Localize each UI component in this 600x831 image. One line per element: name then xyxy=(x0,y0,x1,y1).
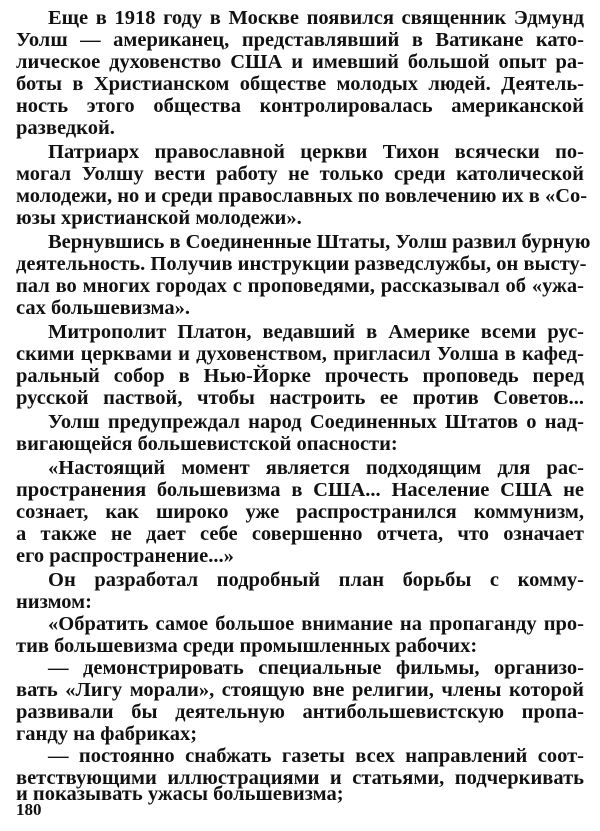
page-number: 180 xyxy=(16,800,42,819)
text-line: скими церквами и духовенством, пригласил Уолша в кафед- xyxy=(16,343,584,365)
text-line: ность этого общества контролировалась американской xyxy=(16,95,584,117)
text-line: Патриарх православной церкви Тихон всячески по- xyxy=(48,141,584,163)
text-line: пал во многих городах с проповедями, рассказывал об «ужа- xyxy=(16,275,584,297)
text-line: сознает, как широко уже распространился коммунизм, xyxy=(16,501,584,523)
text-line: Уолш предупреждал народ Соединенных Штатов о над- xyxy=(48,411,584,433)
text-line: русской паствой, чтобы настроить ее против Советов... xyxy=(16,387,584,409)
text-line: Митрополит Платон, ведавший в Америке всеми рус- xyxy=(48,321,584,343)
text-line: могал Уолшу вести работу не только среди католической xyxy=(16,163,584,185)
text-line: его распространение...» xyxy=(16,545,234,567)
text-line: — демонстрировать специальные фильмы, организо- xyxy=(48,657,584,679)
text-line: деятельность. Получив инструкции разведслужбы, он высту- xyxy=(16,253,587,275)
text-line: «Настоящий момент является подходящим для рас- xyxy=(48,457,584,479)
text-line: Вернувшись в Соединенные Штаты, Уолш развил бурную xyxy=(48,231,591,253)
text-line: Еще в 1918 году в Москве появился священник Эдмунд xyxy=(48,7,584,29)
text-line: боты в Христианском обществе молодых людей. Деятель- xyxy=(16,73,584,95)
text-line: Уолш — американец, представлявший в Ватикане като- xyxy=(16,29,584,51)
text-line: вигающейся большевистской опасности: xyxy=(16,433,398,455)
text-line: — постоянно снабжать газеты всех направлений соот- xyxy=(48,745,584,767)
text-line: ральный собор в Нью-Йорке прочесть проповедь перед xyxy=(16,365,584,387)
text-line: вать «Лигу морали», стоящую вне религии, члены которой xyxy=(16,679,584,701)
text-line: а также не дает себе совершенно отчета, что означает xyxy=(16,523,584,545)
text-line: лическое духовенство США и имевший большой опыт ра- xyxy=(16,51,584,73)
text-line: ганду на фабриках; xyxy=(16,723,198,745)
text-line: разведкой. xyxy=(16,117,115,139)
text-line: Он разработал подробный план борьбы с комму- xyxy=(48,569,584,591)
text-line: пространения большевизма в США... Население США не xyxy=(16,479,584,501)
text-line: «Обратить самое большое внимание на пропаганду про- xyxy=(48,613,584,635)
text-line: сах большевизма». xyxy=(16,297,190,319)
text-line: низмом: xyxy=(16,591,92,613)
text-line: ветствующими иллюстрациями и статьями, подчеркивать xyxy=(16,767,584,789)
text-line: юзы христианской молодежи». xyxy=(16,207,302,229)
text-line: и показывать ужасы большевизма; xyxy=(16,783,344,805)
text-line: тив большевизма среди промышленных рабочих: xyxy=(16,635,478,657)
text-line: развивали бы деятельную антибольшевистскую пропа- xyxy=(16,701,584,723)
text-line: молодежи, но и среди православных по вовлечению их в «Со- xyxy=(16,185,588,207)
